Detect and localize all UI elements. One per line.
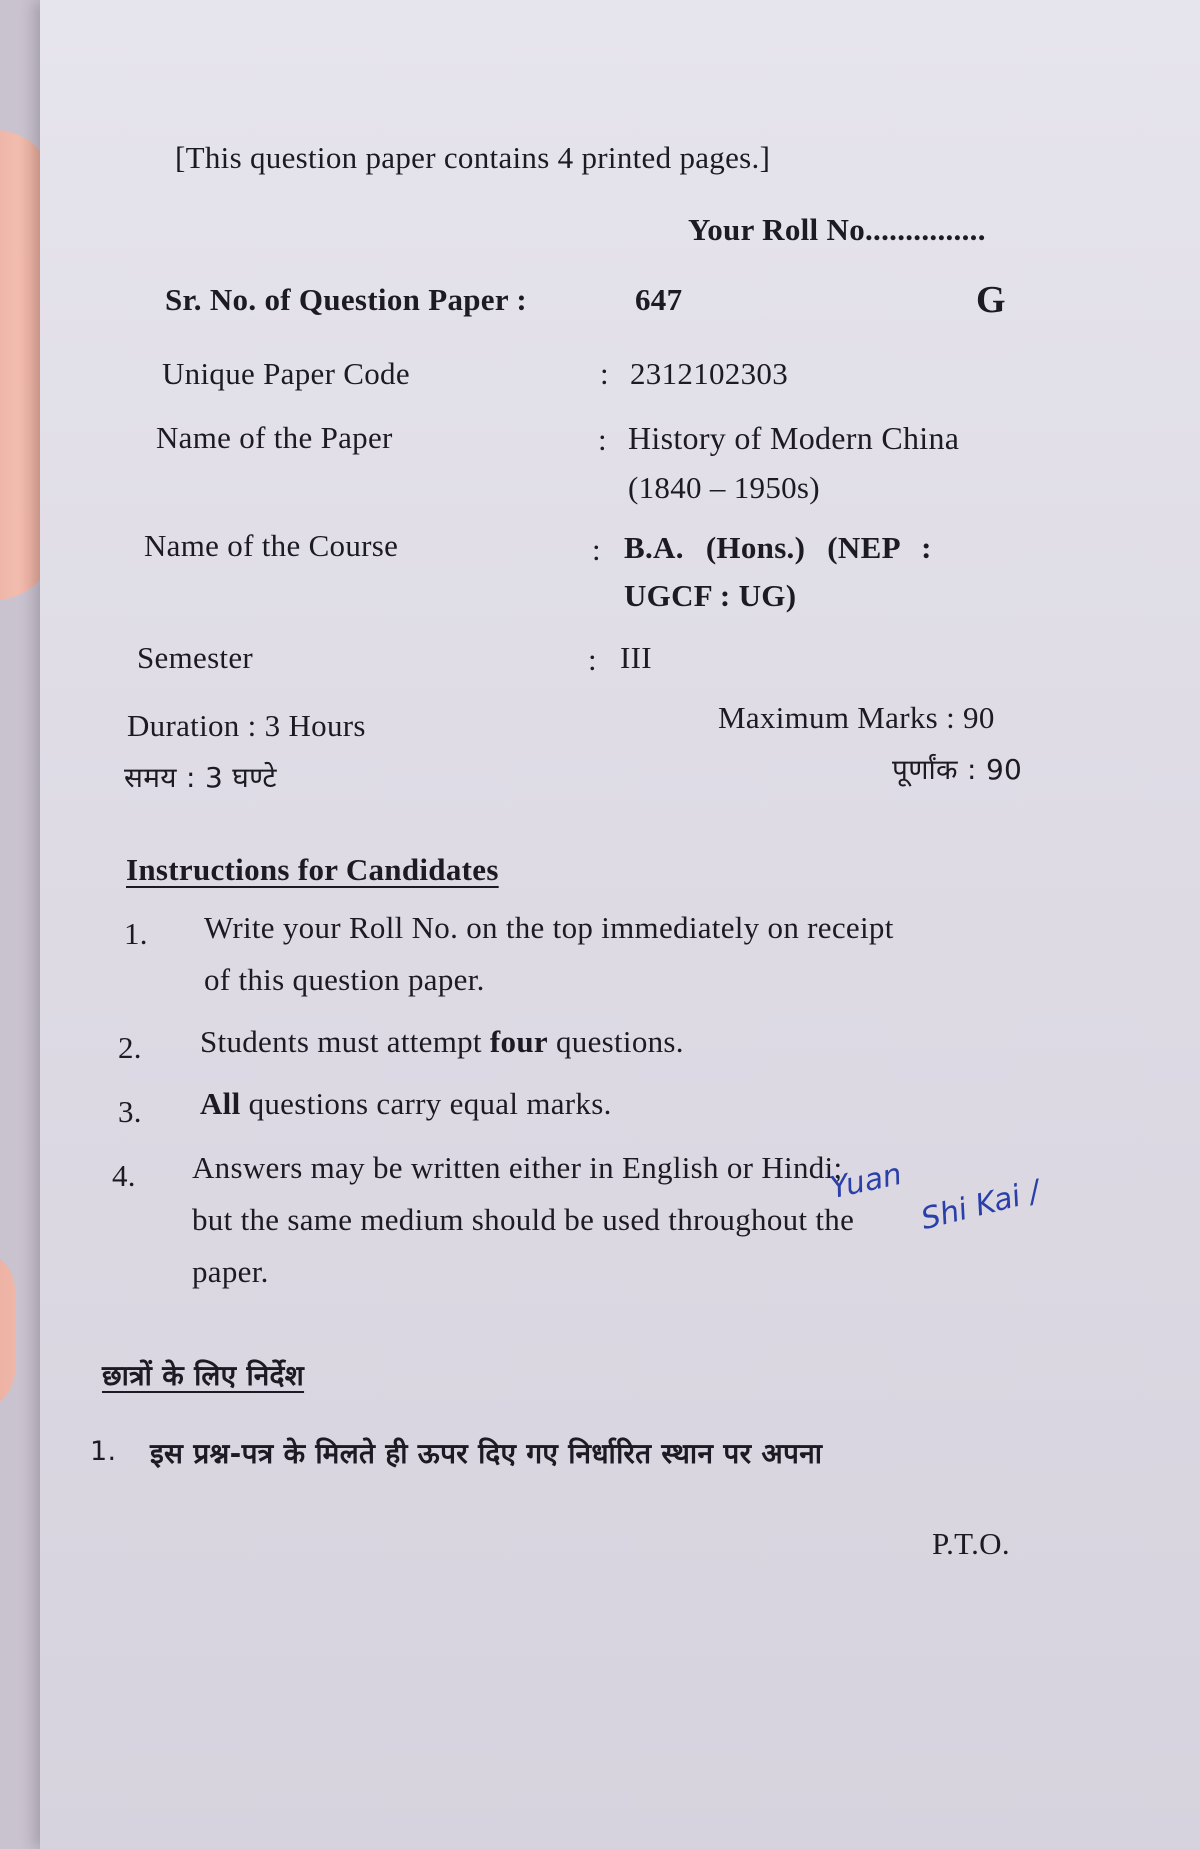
- instruction-number: 1.: [124, 916, 148, 951]
- hindi-instruction-text: इस प्रश्न-पत्र के मिलते ही ऊपर दिए गए निर्धारित स्थान पर अपना: [150, 1437, 823, 1470]
- course-colon: :: [592, 532, 601, 567]
- duration-hindi: समय : 3 घण्टे: [124, 761, 277, 794]
- upc-label: Unique Paper Code: [162, 356, 410, 391]
- please-turn-over: P.T.O.: [932, 1526, 1010, 1561]
- instruction-text: of this question paper.: [204, 962, 485, 997]
- paper-name-years: (1840 – 1950s): [628, 470, 820, 505]
- hindi-instructions-title: छात्रों के लिए निर्देश: [102, 1359, 305, 1392]
- instruction-text: paper.: [192, 1254, 269, 1289]
- hindi-instruction-number: 1.: [90, 1436, 117, 1467]
- course-value-line2: UGCF : UG): [624, 578, 797, 613]
- paper-name-value: History of Modern China: [628, 420, 960, 456]
- sr-no-value: 647: [635, 282, 683, 317]
- sr-no-label: Sr. No. of Question Paper :: [165, 282, 528, 317]
- holding-finger-lower: [0, 1250, 15, 1410]
- duration-english: Duration : 3 Hours: [127, 708, 366, 743]
- handwritten-note-shikai: Shi Kai /: [917, 1173, 1044, 1238]
- roll-number-field: Your Roll No...............: [688, 212, 986, 247]
- maximum-marks-hindi: पूर्णांक : 90: [892, 753, 1023, 786]
- set-letter: G: [976, 279, 1006, 321]
- instructions-title: Instructions for Candidates: [126, 852, 499, 887]
- semester-label: Semester: [137, 640, 254, 675]
- instruction-number: 2.: [118, 1030, 142, 1065]
- instruction-text: All questions carry equal marks.: [200, 1086, 612, 1121]
- instruction-text: but the same medium should be used throughout the: [192, 1202, 855, 1237]
- upc-value: 2312102303: [630, 356, 788, 391]
- paper-name-label: Name of the Paper: [156, 420, 393, 455]
- instruction-text: Answers may be written either in English or Hindi;: [192, 1150, 843, 1185]
- instruction-text: Students must attempt four questions.: [200, 1024, 684, 1059]
- handwritten-note-yuan: Yuan: [827, 1156, 905, 1207]
- question-paper-page: [40, 0, 1200, 1849]
- instruction-text: Write your Roll No. on the top immediately on receipt: [204, 910, 894, 945]
- upc-colon: :: [600, 356, 609, 391]
- course-label: Name of the Course: [144, 528, 399, 563]
- semester-value: III: [620, 640, 652, 675]
- course-value: B.A. (Hons.) (NEP :: [624, 530, 932, 565]
- paper-name-colon: :: [598, 422, 607, 457]
- semester-colon: :: [588, 642, 597, 677]
- page-count-note: [This question paper contains 4 printed pages.]: [175, 140, 771, 175]
- maximum-marks-english: Maximum Marks : 90: [718, 700, 995, 735]
- instruction-number: 3.: [118, 1094, 142, 1129]
- instruction-number: 4.: [112, 1158, 136, 1193]
